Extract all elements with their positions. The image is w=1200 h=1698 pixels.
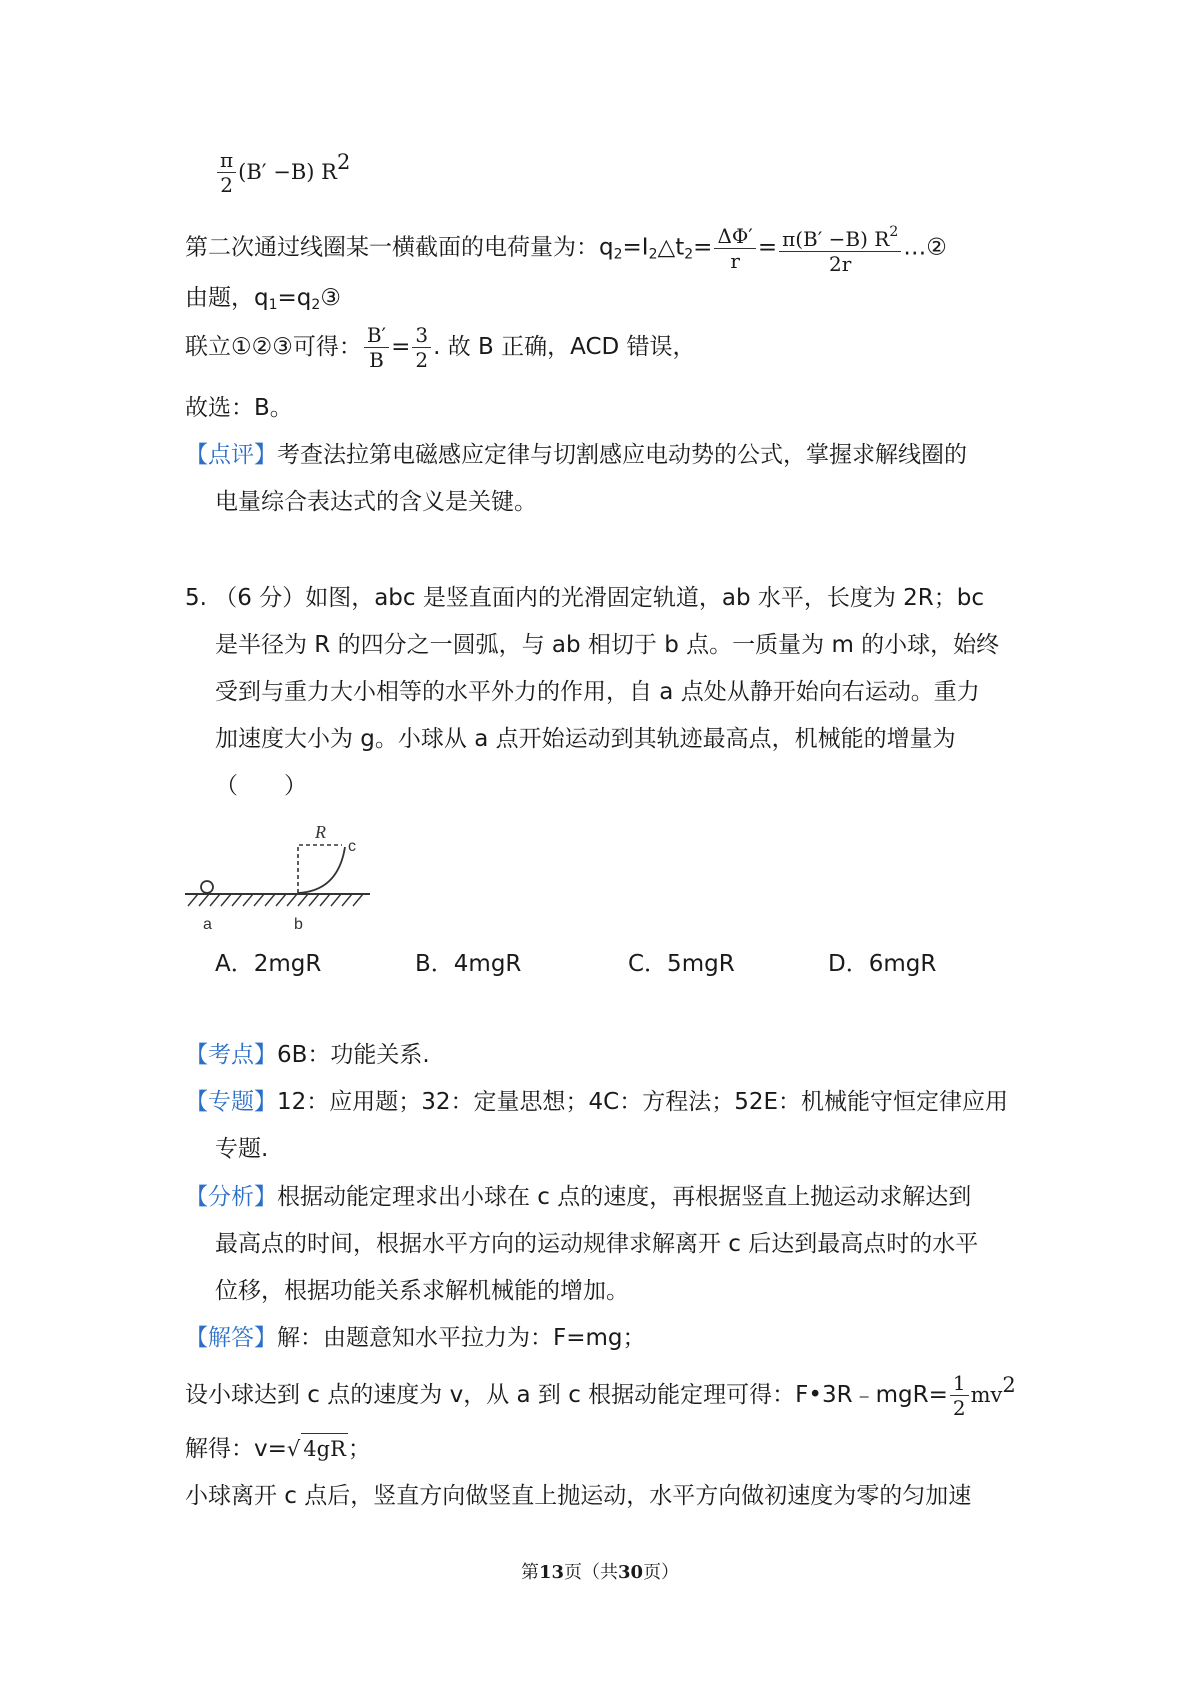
zhuanti-line-1: 【专题】12：应用题；32：定量思想；4C：方程法；52E：机械能守恒定律应用 bbox=[185, 1089, 1009, 1115]
ball bbox=[201, 881, 213, 893]
fenxi-line-2: 最高点的时间，根据水平方向的运动规律求解离开 c 后达到最高点时的水平 bbox=[215, 1231, 979, 1257]
ground-hatch bbox=[188, 894, 363, 906]
velocity-line: 设小球达到 c 点的速度为 v，从 a 到 c 根据动能定理可得：F•3R﹣mgR= $\frac{1}{2}$ $mv^2$ bbox=[185, 1371, 1016, 1420]
label-a: a bbox=[203, 916, 212, 933]
combine-line: 联立①②③可得： $\frac{B'}{B}$ = $\frac{3}{2}$ . 故 B 正确，ACD 错误， bbox=[185, 323, 696, 372]
arc-bc bbox=[298, 847, 345, 893]
option-a[interactable]: A．2mgR bbox=[215, 951, 322, 977]
question-line-3: 受到与重力大小相等的水平外力的作用，自 a 点处从静开始向右运动。重力 bbox=[215, 679, 980, 705]
q-equal-line: 由题，$q_1=q_2③$ bbox=[185, 285, 341, 313]
label-r: R bbox=[315, 822, 326, 842]
kaodian-tag: 【考点】 bbox=[185, 1042, 277, 1068]
question-line-4: 加速度大小为 g。小球从 a 点开始运动到其轨迹最高点，机械能的增量为 bbox=[215, 726, 956, 752]
formula-top bbox=[215, 148, 350, 197]
kaodian-line: 【考点】6B：功能关系. bbox=[185, 1042, 430, 1068]
sqrt-sign: √ bbox=[286, 1437, 301, 1461]
review-tag: 【点评】 bbox=[185, 442, 277, 468]
fenxi-tag: 【分析】 bbox=[185, 1184, 277, 1210]
solve-line: 解得：v=√ 4gR； bbox=[185, 1433, 371, 1464]
choice-line: 故选：B。 bbox=[185, 395, 293, 421]
fenxi-line-1: 【分析】根据动能定理求出小球在 c 点的速度，再根据竖直上抛运动求解达到 bbox=[185, 1184, 972, 1210]
question-line-5: （ ） bbox=[215, 773, 307, 799]
label-c: c bbox=[348, 838, 356, 855]
option-b[interactable]: B．4mgR bbox=[415, 951, 522, 977]
option-d[interactable]: D．6mgR bbox=[828, 951, 937, 977]
page-footer: 第13页（共30页） bbox=[520, 1562, 680, 1583]
question-line-2: 是半径为 R 的四分之一圆弧，与 ab 相切于 b 点。一质量为 m 的小球，始终 bbox=[215, 632, 1000, 658]
question-line-1: 5. （6 分）如图，abc 是竖直面内的光滑固定轨道，ab 水平，长度为 2R；bc bbox=[185, 585, 985, 611]
jieda-line-1: 【解答】解：由题意知水平拉力为：F=mg； bbox=[185, 1325, 646, 1351]
page-total: 30 bbox=[618, 1562, 644, 1583]
jieda-tag: 【解答】 bbox=[185, 1325, 277, 1351]
zhuanti-tag: 【专题】 bbox=[185, 1089, 277, 1115]
sqrt-radicand: 4gR bbox=[301, 1433, 348, 1464]
track-figure bbox=[180, 815, 380, 935]
q2-line: 第二次通过线圈某一横截面的电荷量为：$q_2=I_2\triangle t_2=$ $\frac{\Delta\Phi'}{r}$ = $\frac{\pi(B' -B) R^2}{2r}$ …② bbox=[185, 223, 947, 276]
formula-top-den: 2 bbox=[217, 172, 236, 197]
fenxi-line-3: 位移，根据功能关系求解机械能的增加。 bbox=[215, 1278, 629, 1304]
formula-top-rest: (B′ −B) R bbox=[238, 160, 337, 184]
label-b: b bbox=[294, 916, 303, 933]
formula-top-num: π bbox=[220, 148, 234, 172]
last-line: 小球离开 c 点后，竖直方向做竖直上抛运动，水平方向做初速度为零的匀加速 bbox=[185, 1483, 972, 1509]
review-line-1: 【点评】考查法拉第电磁感应定律与切割感应电动势的公式，掌握求解线圈的 bbox=[185, 442, 967, 468]
radius-dashed-box bbox=[298, 845, 342, 893]
page-number: 13 bbox=[538, 1562, 564, 1583]
formula-top-exp: 2 bbox=[336, 150, 351, 174]
zhuanti-line-2: 专题. bbox=[215, 1136, 269, 1162]
review-line-2: 电量综合表达式的含义是关键。 bbox=[215, 489, 537, 515]
option-c[interactable]: C．5mgR bbox=[628, 951, 735, 977]
